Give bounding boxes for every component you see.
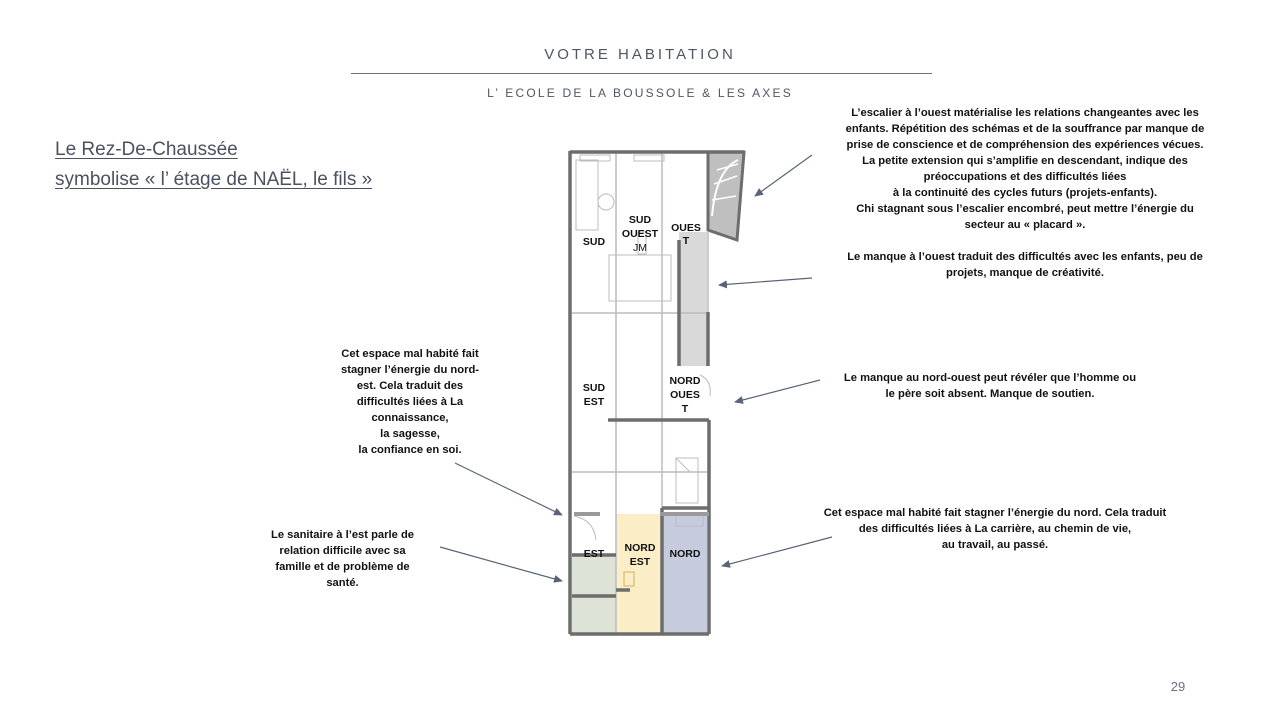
slide-title-line1: Le Rez-De-Chaussée [55, 139, 238, 160]
room-label-nord-ouest-1: NORD [669, 375, 701, 387]
note-manque-nord-ouest: Le manque au nord-ouest peut révéler que l’homme ou le père soit absent. Manque de soutien. [843, 372, 1137, 400]
note-escalier-ouest: L’escalier à l’ouest matérialise les relations changeantes avec les enfants. Répétition des schémas et de la souffrance par manque de prise de conscience et de compréhension des expériences vécues. La petite extension qui s’amplifie en descendant, indique des préoccupations et des difficultés liées à la continuité des cycles futurs (projets-enfants). Chi stagnant sous l’escalier encombré, peut mettre l’énergie du secteur au « placard ». [845, 107, 1205, 231]
room-label-sud-ouest-3: JM [633, 242, 647, 254]
header-subtitle: L’ ECOLE DE LA BOUSSOLE & LES AXES [487, 86, 793, 100]
zone-nord [662, 514, 707, 633]
slide-title-line2: symbolise « l’ étage de NAËL, le fils » [55, 169, 373, 190]
arrow-escalier-ouest [755, 155, 812, 196]
room-label-nord-est-2: EST [629, 556, 651, 568]
note-nord: Cet espace mal habité fait stagner l’énergie du nord. Cela traduit des difficultés liées à La carrière, au chemin de vie, au travail, au passé. [823, 507, 1167, 551]
room-label-nord-ouest-2: OUES [670, 389, 700, 401]
room-label-ouest-2: T [682, 235, 690, 247]
room-label-est: EST [583, 548, 605, 560]
zone-nord-est [616, 514, 662, 633]
zone-ouest-strip [679, 232, 707, 366]
arrow-manque-ouest [719, 278, 812, 285]
room-label-sud-ouest-1: SUD [628, 214, 652, 226]
room-label-sud-ouest-2: OUEST [621, 228, 659, 240]
note-nord-est: Cet espace mal habité fait stagner l’énergie du nord- est. Cela traduit des difficultés liées à La connaissance, la sagesse, la confiance en soi. [341, 348, 479, 456]
arrow-nord-est [455, 463, 562, 515]
room-label-sud-est-2: EST [583, 396, 605, 408]
staircase [708, 152, 744, 240]
note-manque-ouest: Le manque à l’ouest traduit des difficultés avec les enfants, peu de projets, manque de créativité. [847, 251, 1203, 279]
room-label-nord-est-1: NORD [624, 542, 656, 554]
room-label-nord-ouest-3: T [681, 403, 689, 415]
room-label-nord: NORD [669, 548, 701, 560]
header-title: VOTRE HABITATION [544, 46, 736, 63]
arrow-manque-nord-ouest [735, 380, 820, 402]
room-label-ouest-1: OUES [671, 222, 701, 234]
page-number: 29 [1170, 679, 1186, 694]
room-label-sud-est-1: SUD [582, 382, 606, 394]
room-label-sud: SUD [582, 236, 606, 248]
note-sanitaire-est: Le sanitaire à l’est parle de relation difficile avec sa famille et de problème de santé. [270, 529, 415, 589]
arrow-sanitaire-est [440, 547, 562, 581]
zone-est [572, 555, 616, 633]
